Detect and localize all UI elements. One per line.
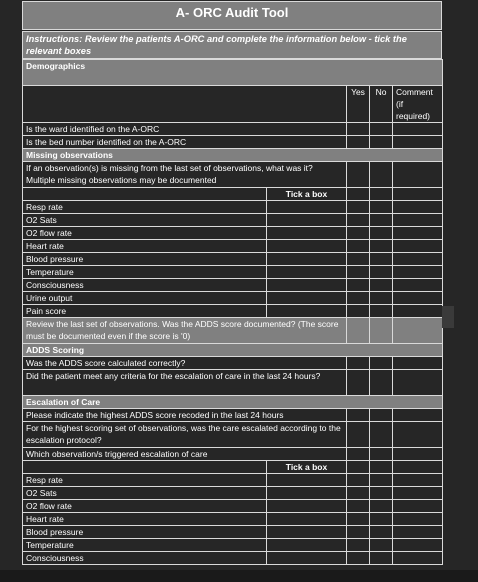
no-cell[interactable] <box>370 370 393 396</box>
tick-box-header: Tick a box <box>267 188 347 201</box>
no-cell[interactable] <box>370 123 393 136</box>
observation-row: O2 Sats <box>23 487 443 500</box>
observation-row: O2 Sats <box>23 214 443 227</box>
observation-row: Resp rate <box>23 201 443 214</box>
comment-cell[interactable] <box>393 422 443 448</box>
yes-cell[interactable] <box>347 448 370 461</box>
observation-row: O2 flow rate <box>23 500 443 513</box>
yes-cell[interactable] <box>347 162 370 188</box>
no-cell[interactable] <box>370 318 393 344</box>
section-demographics: Demographics <box>23 60 443 86</box>
question-row: Is the ward identified on the A-ORC <box>23 123 443 136</box>
yes-cell[interactable] <box>347 136 370 149</box>
yes-cell[interactable] <box>347 357 370 370</box>
question-row: Which observation/s triggered escalation of care <box>23 448 443 461</box>
tick-cell[interactable] <box>267 279 347 292</box>
comment-cell[interactable] <box>393 370 443 396</box>
observation-row: O2 flow rate <box>23 227 443 240</box>
tick-cell[interactable] <box>267 474 347 487</box>
observation-row: Resp rate <box>23 474 443 487</box>
observation-row: Consciousness <box>23 552 443 565</box>
observation-row: Consciousness <box>23 279 443 292</box>
question-row: Is the bed number identified on the A-ORC <box>23 136 443 149</box>
observation-row: Blood pressure <box>23 253 443 266</box>
yes-cell[interactable] <box>347 123 370 136</box>
observation-row: Temperature <box>23 539 443 552</box>
question-row: If an observation(s) is missing from the last set of observations, what was it? Multiple missing observations may be documented <box>23 162 443 188</box>
tick-cell[interactable] <box>267 526 347 539</box>
tick-cell[interactable] <box>267 266 347 279</box>
tick-cell[interactable] <box>267 292 347 305</box>
comment-cell[interactable] <box>393 357 443 370</box>
observation-row: Heart rate <box>23 513 443 526</box>
yes-cell[interactable] <box>347 318 370 344</box>
tick-cell[interactable] <box>267 253 347 266</box>
tick-cell[interactable] <box>267 513 347 526</box>
question-row: Did the patient meet any criteria for the escalation of care in the last 24 hours? <box>23 370 443 396</box>
observation-row: Blood pressure <box>23 526 443 539</box>
comment-cell[interactable] <box>393 409 443 422</box>
no-cell[interactable] <box>370 448 393 461</box>
observation-row: Urine output <box>23 292 443 305</box>
yes-cell[interactable] <box>347 409 370 422</box>
scroll-shadow <box>442 306 454 328</box>
yes-cell[interactable] <box>347 422 370 448</box>
bottom-band <box>0 570 478 582</box>
tick-cell[interactable] <box>267 487 347 500</box>
section-missing-observations: Missing observations <box>23 149 443 162</box>
tick-cell[interactable] <box>267 500 347 513</box>
tick-cell[interactable] <box>267 214 347 227</box>
no-cell[interactable] <box>370 409 393 422</box>
tick-cell[interactable] <box>267 240 347 253</box>
no-cell[interactable] <box>370 136 393 149</box>
comment-cell[interactable] <box>393 136 443 149</box>
question-row: For the highest scoring set of observations, was the care escalated according to the escalation protocol? <box>23 422 443 448</box>
tick-cell[interactable] <box>267 305 347 318</box>
no-cell[interactable] <box>370 422 393 448</box>
comment-cell[interactable] <box>393 318 443 344</box>
tick-cell[interactable] <box>267 552 347 565</box>
section-adds-scoring: ADDS Scoring <box>23 344 443 357</box>
column-header-row <box>23 86 443 123</box>
observation-row: Heart rate <box>23 240 443 253</box>
no-cell[interactable] <box>370 162 393 188</box>
tick-cell[interactable] <box>267 227 347 240</box>
observation-row: Pain score <box>23 305 443 318</box>
review-adds-row: Review the last set of observations. Was the ADDS score documented? (The score must be documented even if the score is '0) <box>23 318 443 344</box>
no-column-header: No <box>370 86 393 123</box>
comment-cell[interactable] <box>393 162 443 188</box>
no-cell[interactable] <box>370 357 393 370</box>
tick-cell[interactable] <box>267 201 347 214</box>
observation-row: Temperature <box>23 266 443 279</box>
question-row: Please indicate the highest ADDS score recoded in the last 24 hours <box>23 409 443 422</box>
section-escalation-of-care: Escalation of Care <box>23 396 443 409</box>
tick-header-row <box>23 188 443 201</box>
comment-cell[interactable] <box>393 448 443 461</box>
audit-table <box>22 59 443 565</box>
comment-column-header: Comment (if required) <box>393 86 443 123</box>
tick-box-header: Tick a box <box>267 461 347 474</box>
question-row: Was the ADDS score calculated correctly? <box>23 357 443 370</box>
tick-header-row <box>23 461 443 474</box>
yes-column-header: Yes <box>347 86 370 123</box>
yes-cell[interactable] <box>347 370 370 396</box>
tick-cell[interactable] <box>267 539 347 552</box>
instructions-text: Instructions: Review the patients A-ORC and complete the information below - tick the relevant boxes <box>22 31 442 59</box>
page-title: A- ORC Audit Tool <box>22 1 442 30</box>
comment-cell[interactable] <box>393 123 443 136</box>
